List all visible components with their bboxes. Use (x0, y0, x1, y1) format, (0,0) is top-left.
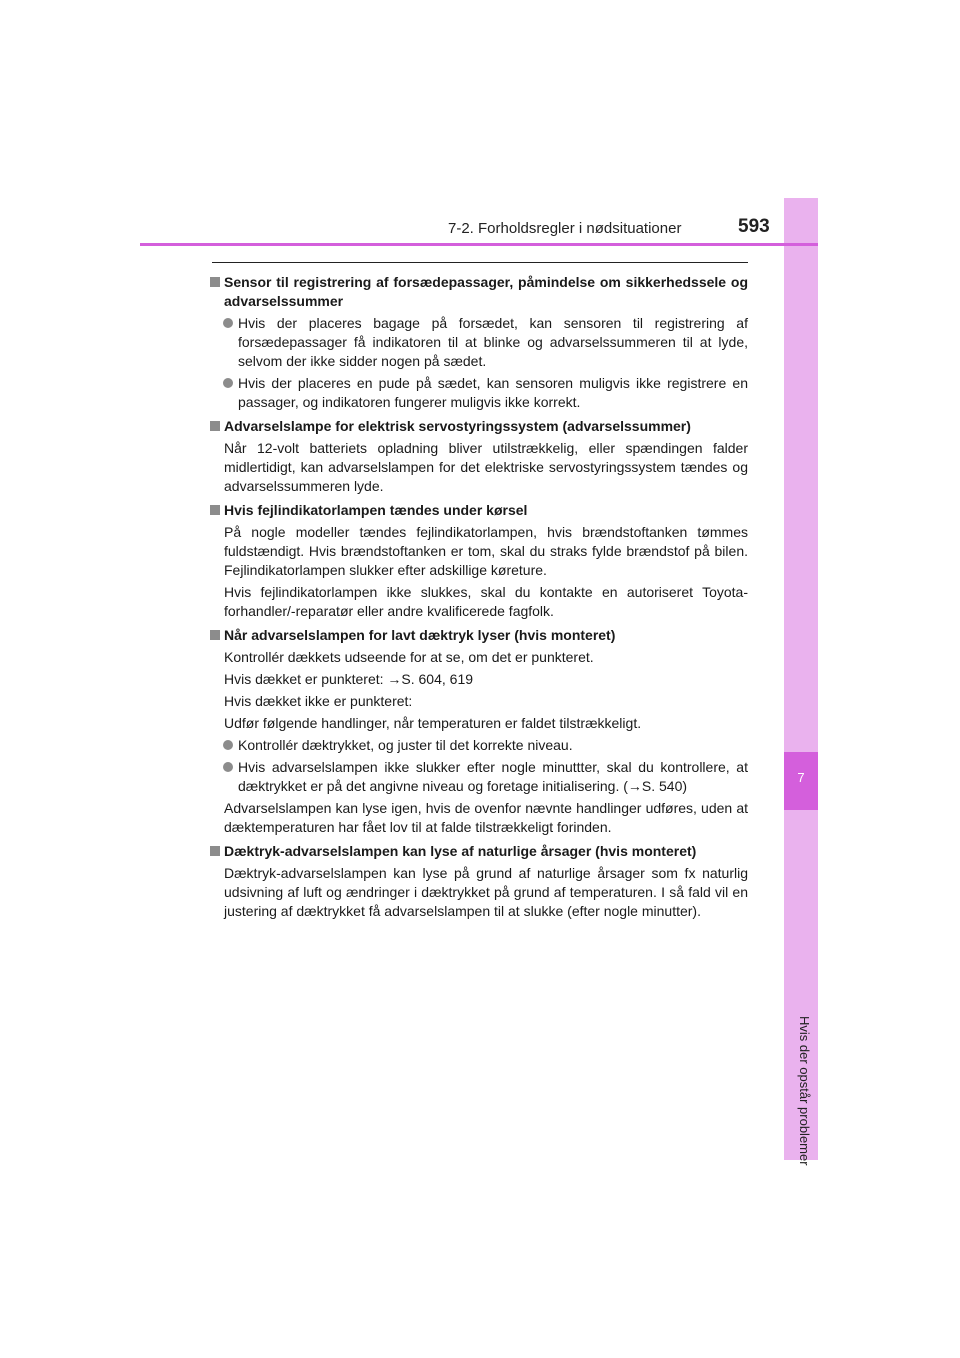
chapter-title: Hvis der opstår problemer (797, 1016, 812, 1166)
list-item: Hvis advarselslampen ikke slukker efter nogle minuttter, skal du kontrollere, at dæktrykket er på det angivne niveau og foretage initialisering. (→S. 540) (210, 758, 748, 796)
paragraph: Hvis dækket er punkteret: →S. 604, 619 (224, 671, 474, 687)
section-heading: Sensor til registrering af forsædepassager, påmindelse om sikkerhedssele og advarselssummer (210, 273, 748, 311)
paragraph: Udfør følgende handlinger, når temperaturen er faldet tilstrækkeligt. (224, 715, 642, 731)
chapter-number: 7 (797, 770, 805, 785)
paragraph: På nogle modeller tændes fejlindikatorlampen, hvis brændstoftanken tømmes fuldstændigt. Hvis brændstoftanken er tom, skal du straks fylde brændstof på bilen. Fejlindikatorlampen slukker efter adskillige køreture. (224, 524, 748, 578)
square-bullet-icon (210, 846, 220, 856)
section-title: 7-2. Forholdsregler i nødsituationer (448, 220, 682, 237)
paragraph: Når 12-volt batteriets opladning bliver utilstrækkelig, eller spændingen falder midlertidigt, kan advarselslampen for det elektriske servostyringssystem tændes og advarselssummeren lyde. (224, 440, 748, 494)
round-bullet-icon (223, 378, 233, 388)
paragraph: Hvis fejlindikatorlampen ikke slukkes, skal du kontakte en autoriseret Toyota-forhandler/-reparatør eller andre kvalificerede fagfolk. (224, 584, 748, 619)
page-content (210, 268, 748, 921)
section-heading: Når advarselslampen for lavt dæktryk lyser (hvis monteret) (210, 626, 748, 645)
round-bullet-icon (223, 762, 233, 772)
header-rule (140, 243, 818, 246)
square-bullet-icon (210, 630, 220, 640)
section-heading: Advarselslampe for elektrisk servostyringssystem (advarselssummer) (210, 417, 748, 436)
paragraph: Hvis dækket ikke er punkteret: (224, 693, 413, 709)
paragraph: Dæktryk-advarselslampen kan lyse på grund af naturlige årsager som fx naturlig udsivning af luft og ændringer i dæktrykket på grund af temperaturen. I så fald vil en justering af dæktrykket få advarselslampen til at slukke (efter nogle minutter). (224, 865, 748, 919)
paragraph: Advarselslampen kan lyse igen, hvis de ovenfor nævnte handlinger udføres, uden at dæktemperaturen har fået lov til at falde tilstrækkeligt forinden. (224, 800, 748, 835)
content-divider (212, 262, 748, 263)
list-item: Kontrollér dæktrykket, og juster til det korrekte niveau. (210, 736, 748, 755)
chapter-side-tab (784, 198, 818, 1166)
square-bullet-icon (210, 277, 220, 287)
square-bullet-icon (210, 505, 220, 515)
page-number: 593 (738, 216, 770, 237)
paragraph: Kontrollér dækkets udseende for at se, om det er punkteret. (224, 649, 594, 665)
list-item: Hvis der placeres en pude på sædet, kan sensoren muligvis ikke registrere en passager, og indikatoren fungerer muligvis ikke korrekt. (210, 374, 748, 412)
section-heading: Hvis fejlindikatorlampen tændes under kørsel (210, 501, 748, 520)
round-bullet-icon (223, 318, 233, 328)
list-item: Hvis der placeres bagage på forsædet, kan sensoren til registrering af forsædepassager få indikatoren til at blinke og advarselssummeren til at lyde, selvom der ikke sidder nogen på sædet. (210, 314, 748, 371)
round-bullet-icon (223, 740, 233, 750)
section-heading: Dæktryk-advarselslampen kan lyse af naturlige årsager (hvis monteret) (210, 842, 748, 861)
square-bullet-icon (210, 421, 220, 431)
